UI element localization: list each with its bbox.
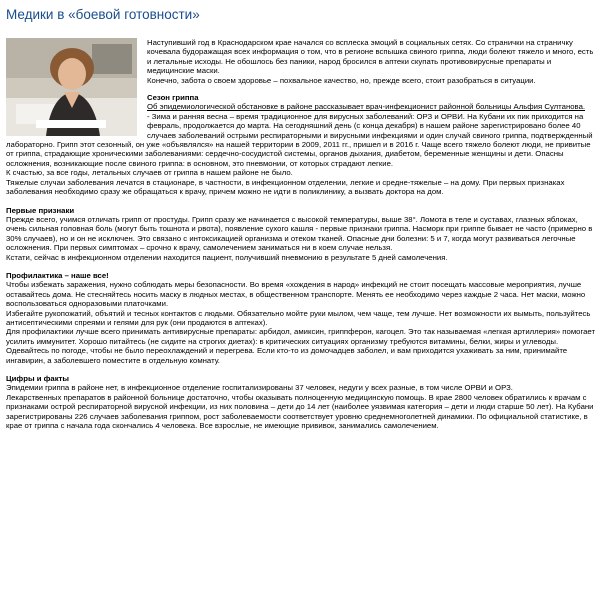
- section-heading: Первые признаки: [6, 205, 75, 215]
- intro-paragraph: Наступивший год в Краснодарском крае начался со всплеска эмоций в социальных сетях. Со странички на страничку кочевала будоражащая всех информация о том, что в регионе вспышка свиного гриппа, люди болеют тяжело и много, есть и летальные исходы. Не обошлось без паники, народ бросился в аптеки скупать противовирусные препараты и медицинские маски.: [147, 38, 594, 76]
- paragraph: Кстати, сейчас в инфекционном отделении находится пациент, получивший пневмонию в результате 5 дней самолечения.: [6, 252, 448, 262]
- paragraph: К счастью, за все годы, летальных случаев от гриппа в нашем районе не было.: [6, 168, 293, 178]
- paragraph: Избегайте рукопожатий, объятий и тесных контактов с людьми. Обязательно мойте руки мылом, чем чаще, тем лучше. Нет возможности их вымыть, пользуйтесь антисептическими спреями и гелями для рук (они продаются в аптеках).: [6, 308, 591, 327]
- section-lead: Об эпидемиологической обстановке в районе рассказывает врач-инфекционист районной больницы Альфия Султанова.: [147, 102, 586, 112]
- paragraph: Для профилактики лучше всего принимать антивирусные препараты: арбидол, амиксин, гриппферон, кагоцел. Это так называемая «легкая артиллерия» помогает усилить иммунитет. Хорошо питайтесь (не сидите на строгих диетах): в критических ситуациях организму требуются витамины, белки, жиры и углеводы. Одевайтесь по погоде, чтобы не было переохлаждений и перегрева. Если кто-то из домочадцев заболел, и вам приходится ухаживать за ним, принимайте ингавирин, а заболевшего поместите в отдельную комнату.: [6, 327, 596, 365]
- photo-spacer: [6, 38, 137, 136]
- section-heading: Профилактика – наше все!: [6, 270, 109, 280]
- paragraph: - Зима и ранняя весна – время традиционное для вирусных заболеваний: ОРЗ и ОРВИ. На Кубани их пик приходится на февраль, продолжается до марта. На сегодняшний день (с конца декабря) в нашем районе зарегистрировано более 40 случаев заболеваний острыми респираторными и вирусными инфекциями и один случай свиного гриппа, подтвержденный лабораторно. Грипп этот сезонный, он уже «объявлялся» на нашей территории в 2009, 2011 гг., пришел и в 2016 г. Чаще всего тяжело болеют люди, не привитые от гриппа, страдающие хроническими заболеваниями: сердечно-сосудистой системы, органов дыхания, диабетом, беременные женщины и дети. Опасны осложнения, возникающие после свиного гриппа: в основном, это пневмонии, от которых страдают легкие.: [6, 111, 593, 168]
- section-heading: Сезон гриппа: [147, 93, 199, 103]
- paragraph: Чтобы избежать заражения, нужно соблюдать меры безопасности. Во время «хождения в народ» инфекций не стоит посещать массовые мероприятия, лучше оставайтесь дома. Не стесняйтесь носить маску в людных местах, в общественном транспорте. Менять ее необходимо через каждые 2 часа. Нет маски, можно воспользоваться одноразовыми платочками.: [6, 280, 586, 309]
- intro-paragraph: Конечно, забота о своем здоровье – похвальное качество, но, прежде всего, стоит разобраться в ситуации.: [147, 75, 536, 85]
- paragraph: Лекарственных препаратов в районной больнице достаточно, чтобы оказывать полноценную медицинскую помощь. В крае 2800 человек обратились к врачам с признаками острой респираторной вирусной инфекции, из них половина – дети до 14 лет (наиболее уязвимая категория – дети и люди старше 50 лет). На Кубани зарегистрированы 226 случаев заболевания гриппом, рост заболеваемости соответствует уровню среднемноголетней динамики. По официальной статистике, в крае от гриппа с начала года скончались 4 человека. Все взрослые, не имеющие прививок, занимались самолечением.: [6, 392, 594, 431]
- paragraph: Тяжелые случаи заболевания лечатся в стационаре, в частности, в инфекционном отделении, легкие и средне-тяжелые – на дому. При первых признаках заболевания необходимо сразу же обращаться к врачу, причем можно не идти в поликлинику, а вызвать доктора на дом.: [6, 177, 565, 197]
- article-title: Медики в «боевой готовности»: [6, 7, 200, 22]
- paragraph: Эпидемии гриппа в районе нет, в инфекционное отделение госпитализированы 37 человек, недуги у всех разные, в том числе ОРВИ и ОРЗ.: [6, 383, 513, 393]
- section-heading: Цифры и факты: [6, 374, 70, 383]
- paragraph: Прежде всего, учимся отличать грипп от простуды. Грипп сразу же начинается с высокой температуры, выше 38°. Ломота в теле и суставах, глазных яблоках, очень сильная головная боль (могут быть тошнота и рвота), появление сухого кашля - первые признаки гриппа. Насморк при гриппе бывает не часто (примерно в 30% случаев), но и он не исключен. Это связано с интоксикацией организма и отеком тканей. Опасные дни болезни: 5 и 7, когда могут развиваться легочные осложнения. При первых симптомах – срочно к врачу, самолечением заниматься ни в коем случае нельзя.: [6, 214, 593, 253]
